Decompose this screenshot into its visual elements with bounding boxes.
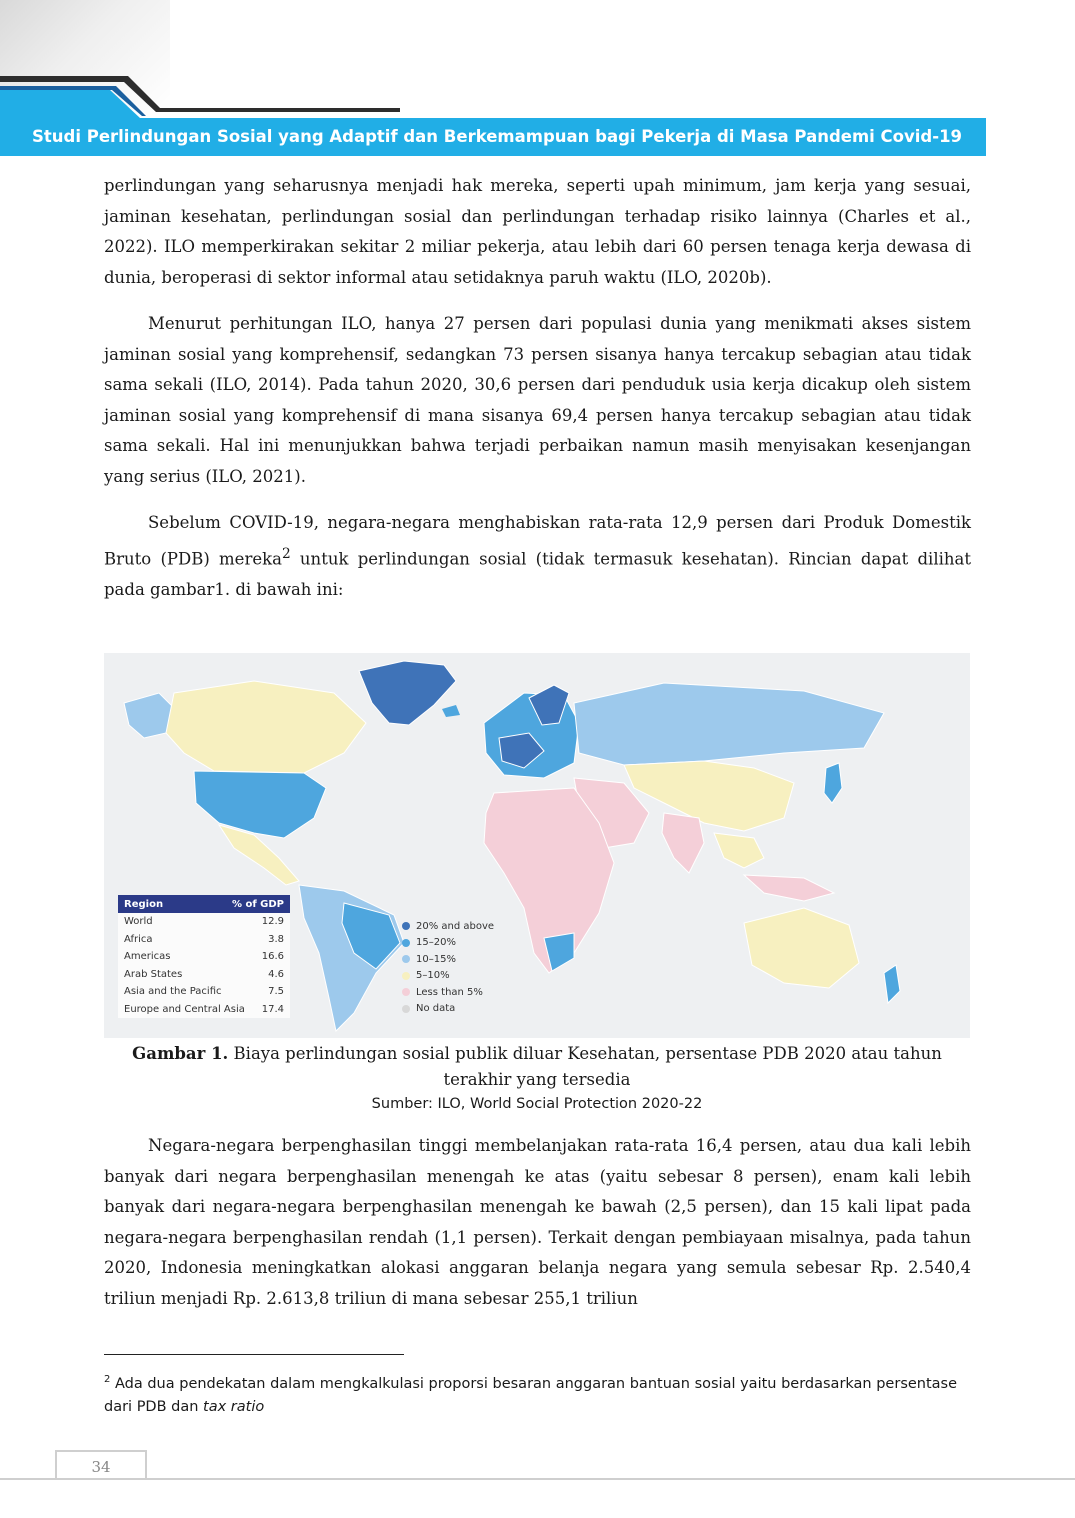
legend-dot [402,955,410,963]
region-name: World [124,916,153,927]
region-pct: 17.4 [261,1003,284,1015]
legend-dot [402,922,410,930]
paragraph-3 [104,508,971,605]
header-graphic [0,70,420,120]
legend-label: 10–15% [416,953,456,965]
legend-item [402,935,494,952]
footnote-number: 2 [104,1374,111,1385]
legend-dot [402,939,410,947]
legend-item [402,918,494,935]
table-row [118,983,290,1001]
world-map-figure [104,653,970,1038]
region-name: Africa [124,933,153,945]
region-table-header [118,895,290,913]
footnote-text: Ada dua pendekatan dalam mengkalkulasi proporsi besaran anggaran bantuan sosial yaitu berdasarkan persentase dari PDB dan [104,1375,958,1415]
legend-item [402,1001,494,1018]
header-title: Studi Perlindungan Sosial yang Adaptif dan Berkemampuan bagi Pekerja di Masa Pandemi Covid-19 [32,127,963,146]
footnote-ref[interactable]: 2 [281,545,291,562]
table-row [118,931,290,949]
footnote [104,1368,971,1419]
region-table [118,895,290,1018]
table-row [118,913,290,931]
body-section-top [104,171,971,605]
legend-label: 5–10% [416,970,450,982]
color-legend [402,918,494,1017]
legend-dot [402,972,410,980]
table-row [118,948,290,966]
paragraph-2: Menurut perhitungan ILO, hanya 27 persen dari populasi dunia yang menikmati akses sistem jaminan sosial yang komprehensif, sedangkan 73 persen sisanya hanya tercakup sebagian atau tidak sama sekali (ILO, 2014). Pada tahun 2020, 30,6 persen dari penduduk usia kerja dicakup oleh sistem jaminan sosial yang komprehensif di mana sisanya 69,4 persen hanya tercakup sebagian atau tidak sama sekali. Hal ini menunjukkan bahwa terjadi perbaikan namun masih menyisakan kesenjangan yang serius (ILO, 2021). [104,314,971,486]
table-row [118,1001,290,1019]
region-name: Europe and Central Asia [124,1003,245,1015]
pct-header: % of GDP [231,898,284,910]
legend-item [402,968,494,985]
paragraph-1: perlindungan yang seharusnya menjadi hak mereka, seperti upah minimum, jam kerja yang sesuai, jaminan kesehatan, perlindungan sosial dan perlindungan terhadap risiko lainnya (Charles et al., 2022). ILO memperkirakan sekitar 2 miliar pekerja, atau lebih dari 60 persen tenaga kerja dewasa di dunia, beroperasi di sektor informal atau setidaknya paruh waktu (ILO, 2020b). [104,176,971,287]
page-footer-line [0,1478,1075,1480]
region-name: Arab States [124,968,183,980]
page-number: 34 [91,1458,111,1476]
region-header: Region [124,898,164,910]
table-row [118,966,290,984]
region-name: Asia and the Pacific [124,986,222,997]
region-pct: 4.6 [268,968,284,980]
figure-caption [104,1041,970,1093]
legend-label: 20% and above [416,920,495,932]
footnote-rule [104,1354,404,1355]
footnote-italic: tax ratio [203,1398,265,1415]
paragraph-3-text-b: untuk perlindungan sosial (tidak termasuk kesehatan). Rincian dapat dilihat pada gambar1. di bawah ini: [104,549,971,599]
paragraph-4: Negara-negara berpenghasilan tinggi membelanjakan rata-rata 16,4 persen, atau dua kali lebih banyak dari negara berpenghasilan menengah ke atas (yaitu sebesar 8 persen), enam kali lebih banyak dari negara-negara berpenghasilan menengah ke bawah (2,5 persen), dan 15 kali lipat pada negara-negara berpenghasilan rendah (1,1 persen). Terkait dengan pembiayaan misalnya, pada tahun 2020, Indonesia meningkatkan alokasi anggaran belanja negara yang semula sebesar Rp. 2.540,4 triliun menjadi Rp. 2.613,8 triliun di mana sebesar 255,1 triliun [104,1136,971,1308]
legend-label: Less than 5% [416,986,483,998]
region-pct: 16.6 [261,951,284,962]
legend-label: No data [416,1003,456,1015]
legend-label: 15–20% [416,937,456,949]
region-pct: 3.8 [268,933,284,945]
legend-item [402,951,494,968]
figure-source: Sumber: ILO, World Social Protection 2020-22 [371,1096,703,1112]
legend-item [402,984,494,1001]
region-pct: 12.9 [261,916,284,927]
paragraph-3-text-a: Sebelum COVID-19, negara-negara menghabiskan rata-rata 12,9 persen dari Produk Domestik Bruto (PDB) mereka [104,513,971,568]
legend-dot [402,1005,410,1013]
region-pct: 7.5 [268,986,284,997]
caption-text: Biaya perlindungan sosial publik diluar Kesehatan, persentase PDB 2020 atau tahun terakhir yang tersedia [228,1044,942,1089]
legend-dot [402,988,410,996]
caption-label: Gambar 1. [132,1044,229,1063]
region-name: Americas [124,951,171,962]
